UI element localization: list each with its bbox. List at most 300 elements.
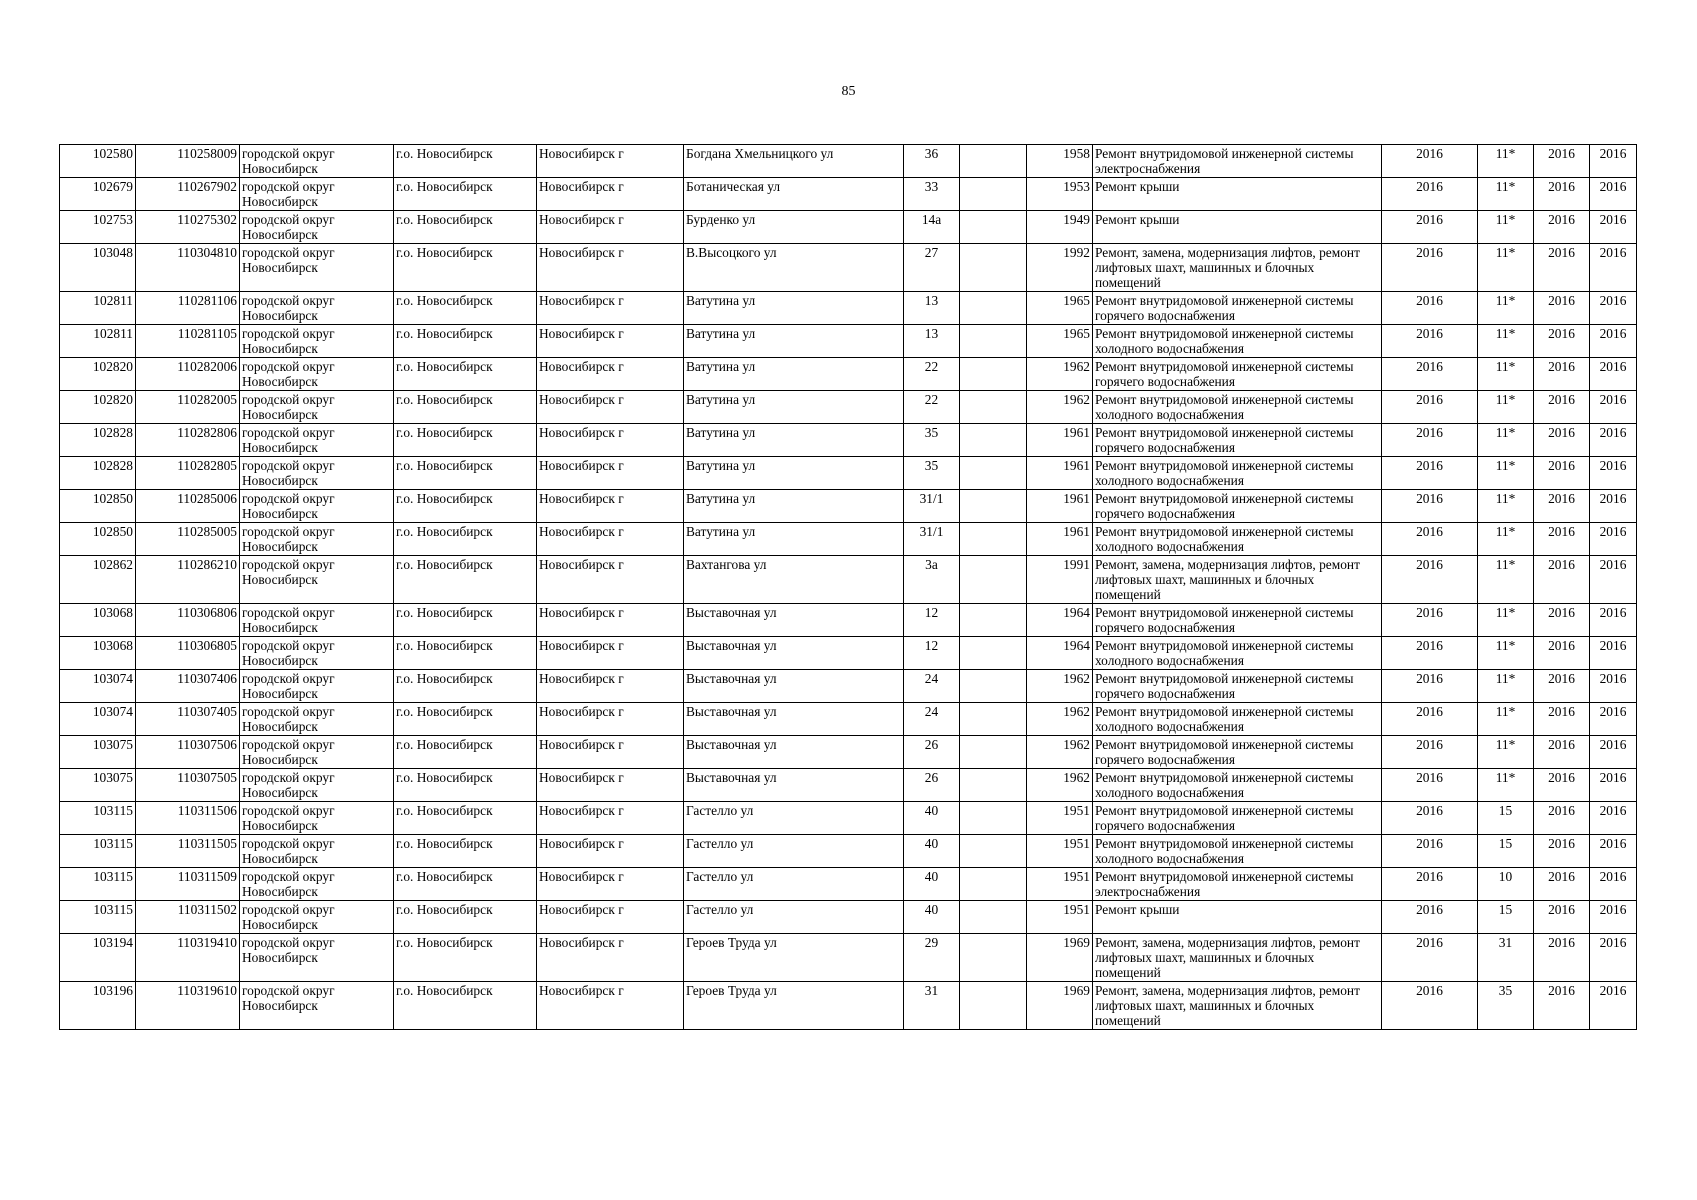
cell-start-year: 2016 — [1534, 982, 1590, 1030]
cell-end-year: 2016 — [1590, 391, 1637, 424]
cell-municipality: г.о. Новосибирск — [394, 391, 537, 424]
cell-cost: 11* — [1478, 769, 1534, 802]
cell-end-year: 2016 — [1590, 901, 1637, 934]
cell-municipal-district: городской округ Новосибирск — [240, 802, 394, 835]
cell-record-id: 110258009 — [136, 145, 240, 178]
cell-end-year: 2016 — [1590, 637, 1637, 670]
cell-build-year: 1958 — [1027, 145, 1093, 178]
table-row — [60, 457, 1637, 490]
cell-house-number: 36 — [904, 145, 960, 178]
cell-municipal-district: городской округ Новосибирск — [240, 736, 394, 769]
cell-building — [960, 703, 1027, 736]
cell-locality: Новосибирск г — [537, 670, 684, 703]
cell-building — [960, 244, 1027, 292]
cell-municipality: г.о. Новосибирск — [394, 325, 537, 358]
cell-end-year: 2016 — [1590, 868, 1637, 901]
cell-build-year: 1962 — [1027, 391, 1093, 424]
cell-cost: 11* — [1478, 211, 1534, 244]
cell-start-year: 2016 — [1534, 490, 1590, 523]
cell-start-year: 2016 — [1534, 145, 1590, 178]
cell-end-year: 2016 — [1590, 244, 1637, 292]
cell-house-number: 40 — [904, 802, 960, 835]
cell-locality: Новосибирск г — [537, 868, 684, 901]
cell-municipality: г.о. Новосибирск — [394, 292, 537, 325]
cell-build-year: 1969 — [1027, 982, 1093, 1030]
cell-object-id: 102850 — [60, 490, 136, 523]
cell-municipality: г.о. Новосибирск — [394, 424, 537, 457]
cell-street: Гастелло ул — [684, 901, 904, 934]
cell-end-year: 2016 — [1590, 556, 1637, 604]
cell-work-type: Ремонт внутридомовой инженерной системы холодного водоснабжения — [1093, 769, 1382, 802]
cell-record-id: 110311509 — [136, 868, 240, 901]
cell-end-year: 2016 — [1590, 769, 1637, 802]
cell-record-id: 110307506 — [136, 736, 240, 769]
cell-record-id: 110267902 — [136, 178, 240, 211]
cell-locality: Новосибирск г — [537, 523, 684, 556]
cell-plan-year: 2016 — [1382, 637, 1478, 670]
cell-record-id: 110282005 — [136, 391, 240, 424]
cell-record-id: 110286210 — [136, 556, 240, 604]
cell-municipal-district: городской округ Новосибирск — [240, 490, 394, 523]
cell-end-year: 2016 — [1590, 523, 1637, 556]
cell-building — [960, 835, 1027, 868]
cell-work-type: Ремонт, замена, модернизация лифтов, ремонт лифтовых шахт, машинных и блочных помещений — [1093, 982, 1382, 1030]
cell-work-type: Ремонт внутридомовой инженерной системы электроснабжения — [1093, 868, 1382, 901]
cell-locality: Новосибирск г — [537, 637, 684, 670]
cell-house-number: 40 — [904, 868, 960, 901]
cell-plan-year: 2016 — [1382, 835, 1478, 868]
cell-build-year: 1951 — [1027, 835, 1093, 868]
cell-house-number: 24 — [904, 670, 960, 703]
cell-street: Героев Труда ул — [684, 934, 904, 982]
registry-table — [59, 144, 1637, 1030]
cell-building — [960, 178, 1027, 211]
cell-start-year: 2016 — [1534, 835, 1590, 868]
table-row — [60, 358, 1637, 391]
cell-plan-year: 2016 — [1382, 934, 1478, 982]
cell-municipality: г.о. Новосибирск — [394, 868, 537, 901]
cell-municipality: г.о. Новосибирск — [394, 457, 537, 490]
table-row — [60, 802, 1637, 835]
cell-work-type: Ремонт внутридомовой инженерной системы горячего водоснабжения — [1093, 802, 1382, 835]
cell-street: Гастелло ул — [684, 835, 904, 868]
cell-locality: Новосибирск г — [537, 358, 684, 391]
cell-locality: Новосибирск г — [537, 982, 684, 1030]
cell-locality: Новосибирск г — [537, 292, 684, 325]
cell-house-number: 12 — [904, 637, 960, 670]
cell-municipal-district: городской округ Новосибирск — [240, 637, 394, 670]
cell-cost: 10 — [1478, 868, 1534, 901]
cell-municipality: г.о. Новосибирск — [394, 145, 537, 178]
cell-municipality: г.о. Новосибирск — [394, 934, 537, 982]
cell-municipality: г.о. Новосибирск — [394, 982, 537, 1030]
cell-house-number: 13 — [904, 325, 960, 358]
cell-locality: Новосибирск г — [537, 145, 684, 178]
cell-cost: 11* — [1478, 556, 1534, 604]
cell-municipal-district: городской округ Новосибирск — [240, 670, 394, 703]
cell-build-year: 1951 — [1027, 868, 1093, 901]
cell-object-id: 103048 — [60, 244, 136, 292]
cell-record-id: 110311505 — [136, 835, 240, 868]
cell-start-year: 2016 — [1534, 244, 1590, 292]
cell-end-year: 2016 — [1590, 703, 1637, 736]
cell-work-type: Ремонт внутридомовой инженерной системы горячего водоснабжения — [1093, 490, 1382, 523]
cell-plan-year: 2016 — [1382, 391, 1478, 424]
cell-cost: 11* — [1478, 178, 1534, 211]
cell-start-year: 2016 — [1534, 604, 1590, 637]
cell-municipal-district: городской округ Новосибирск — [240, 835, 394, 868]
cell-object-id: 102679 — [60, 178, 136, 211]
cell-record-id: 110282806 — [136, 424, 240, 457]
cell-build-year: 1953 — [1027, 178, 1093, 211]
cell-work-type: Ремонт, замена, модернизация лифтов, ремонт лифтовых шахт, машинных и блочных помещений — [1093, 934, 1382, 982]
cell-object-id: 102862 — [60, 556, 136, 604]
cell-building — [960, 934, 1027, 982]
cell-cost: 15 — [1478, 835, 1534, 868]
cell-record-id: 110319610 — [136, 982, 240, 1030]
cell-cost: 11* — [1478, 604, 1534, 637]
table-row — [60, 178, 1637, 211]
cell-house-number: 31/1 — [904, 523, 960, 556]
cell-building — [960, 802, 1027, 835]
page-number: 85 — [841, 84, 856, 99]
cell-municipality: г.о. Новосибирск — [394, 556, 537, 604]
cell-start-year: 2016 — [1534, 901, 1590, 934]
cell-locality: Новосибирск г — [537, 244, 684, 292]
cell-work-type: Ремонт внутридомовой инженерной системы горячего водоснабжения — [1093, 358, 1382, 391]
cell-house-number: 26 — [904, 769, 960, 802]
table-row — [60, 703, 1637, 736]
cell-house-number: 35 — [904, 457, 960, 490]
cell-object-id: 103075 — [60, 769, 136, 802]
cell-record-id: 110307505 — [136, 769, 240, 802]
cell-street: Ватутина ул — [684, 457, 904, 490]
cell-house-number: 29 — [904, 934, 960, 982]
table-row — [60, 982, 1637, 1030]
cell-building — [960, 145, 1027, 178]
cell-municipal-district: городской округ Новосибирск — [240, 424, 394, 457]
cell-plan-year: 2016 — [1382, 178, 1478, 211]
cell-municipal-district: городской округ Новосибирск — [240, 556, 394, 604]
cell-building — [960, 391, 1027, 424]
cell-plan-year: 2016 — [1382, 802, 1478, 835]
cell-object-id: 102828 — [60, 457, 136, 490]
cell-house-number: 35 — [904, 424, 960, 457]
cell-object-id: 103074 — [60, 670, 136, 703]
table-row — [60, 292, 1637, 325]
cell-street: Ватутина ул — [684, 490, 904, 523]
cell-object-id: 103068 — [60, 637, 136, 670]
cell-object-id: 102811 — [60, 325, 136, 358]
cell-work-type: Ремонт, замена, модернизация лифтов, ремонт лифтовых шахт, машинных и блочных помещений — [1093, 556, 1382, 604]
cell-building — [960, 982, 1027, 1030]
table-row — [60, 637, 1637, 670]
cell-work-type: Ремонт внутридомовой инженерной системы горячего водоснабжения — [1093, 670, 1382, 703]
cell-street: Ботаническая ул — [684, 178, 904, 211]
cell-work-type: Ремонт внутридомовой инженерной системы холодного водоснабжения — [1093, 391, 1382, 424]
cell-plan-year: 2016 — [1382, 769, 1478, 802]
cell-end-year: 2016 — [1590, 292, 1637, 325]
cell-start-year: 2016 — [1534, 325, 1590, 358]
cell-locality: Новосибирск г — [537, 802, 684, 835]
cell-municipal-district: городской округ Новосибирск — [240, 703, 394, 736]
cell-street: Вахтангова ул — [684, 556, 904, 604]
cell-house-number: 31 — [904, 982, 960, 1030]
cell-plan-year: 2016 — [1382, 211, 1478, 244]
cell-cost: 11* — [1478, 490, 1534, 523]
cell-building — [960, 868, 1027, 901]
cell-locality: Новосибирск г — [537, 556, 684, 604]
cell-record-id: 110307405 — [136, 703, 240, 736]
cell-record-id: 110319410 — [136, 934, 240, 982]
cell-municipality: г.о. Новосибирск — [394, 178, 537, 211]
table-row — [60, 490, 1637, 523]
cell-building — [960, 523, 1027, 556]
cell-plan-year: 2016 — [1382, 670, 1478, 703]
cell-object-id: 102811 — [60, 292, 136, 325]
cell-object-id: 102580 — [60, 145, 136, 178]
cell-building — [960, 358, 1027, 391]
cell-municipal-district: городской округ Новосибирск — [240, 868, 394, 901]
cell-municipal-district: городской округ Новосибирск — [240, 292, 394, 325]
cell-street: Выставочная ул — [684, 637, 904, 670]
cell-end-year: 2016 — [1590, 604, 1637, 637]
cell-cost: 11* — [1478, 523, 1534, 556]
cell-building — [960, 211, 1027, 244]
cell-object-id: 102753 — [60, 211, 136, 244]
cell-work-type: Ремонт внутридомовой инженерной системы горячего водоснабжения — [1093, 736, 1382, 769]
cell-plan-year: 2016 — [1382, 604, 1478, 637]
cell-street: Богдана Хмельницкого ул — [684, 145, 904, 178]
cell-locality: Новосибирск г — [537, 424, 684, 457]
cell-plan-year: 2016 — [1382, 145, 1478, 178]
cell-municipal-district: городской округ Новосибирск — [240, 769, 394, 802]
cell-build-year: 1965 — [1027, 325, 1093, 358]
cell-plan-year: 2016 — [1382, 292, 1478, 325]
cell-locality: Новосибирск г — [537, 211, 684, 244]
cell-plan-year: 2016 — [1382, 244, 1478, 292]
cell-locality: Новосибирск г — [537, 703, 684, 736]
cell-house-number: 26 — [904, 736, 960, 769]
cell-house-number: 13 — [904, 292, 960, 325]
cell-municipality: г.о. Новосибирск — [394, 835, 537, 868]
cell-work-type: Ремонт внутридомовой инженерной системы холодного водоснабжения — [1093, 457, 1382, 490]
cell-municipal-district: городской округ Новосибирск — [240, 391, 394, 424]
table-row — [60, 835, 1637, 868]
cell-street: Бурденко ул — [684, 211, 904, 244]
cell-locality: Новосибирск г — [537, 835, 684, 868]
cell-municipality: г.о. Новосибирск — [394, 769, 537, 802]
cell-build-year: 1964 — [1027, 604, 1093, 637]
cell-record-id: 110306805 — [136, 637, 240, 670]
cell-building — [960, 769, 1027, 802]
cell-start-year: 2016 — [1534, 556, 1590, 604]
cell-end-year: 2016 — [1590, 934, 1637, 982]
cell-record-id: 110311506 — [136, 802, 240, 835]
cell-street: Ватутина ул — [684, 292, 904, 325]
cell-work-type: Ремонт, замена, модернизация лифтов, ремонт лифтовых шахт, машинных и блочных помещений — [1093, 244, 1382, 292]
cell-build-year: 1961 — [1027, 490, 1093, 523]
table-row — [60, 736, 1637, 769]
cell-object-id: 103194 — [60, 934, 136, 982]
cell-cost: 35 — [1478, 982, 1534, 1030]
cell-cost: 11* — [1478, 736, 1534, 769]
cell-house-number: 24 — [904, 703, 960, 736]
cell-object-id: 103115 — [60, 868, 136, 901]
cell-cost: 11* — [1478, 637, 1534, 670]
cell-plan-year: 2016 — [1382, 982, 1478, 1030]
table-body — [60, 145, 1637, 1030]
cell-build-year: 1951 — [1027, 901, 1093, 934]
cell-build-year: 1962 — [1027, 703, 1093, 736]
cell-street: Ватутина ул — [684, 325, 904, 358]
cell-work-type: Ремонт внутридомовой инженерной системы холодного водоснабжения — [1093, 325, 1382, 358]
cell-cost: 11* — [1478, 424, 1534, 457]
cell-record-id: 110306806 — [136, 604, 240, 637]
table-row — [60, 145, 1637, 178]
cell-build-year: 1969 — [1027, 934, 1093, 982]
cell-build-year: 1964 — [1027, 637, 1093, 670]
cell-object-id: 103115 — [60, 901, 136, 934]
cell-municipality: г.о. Новосибирск — [394, 703, 537, 736]
cell-object-id: 103115 — [60, 835, 136, 868]
cell-municipality: г.о. Новосибирск — [394, 211, 537, 244]
cell-municipal-district: городской округ Новосибирск — [240, 604, 394, 637]
cell-locality: Новосибирск г — [537, 490, 684, 523]
cell-start-year: 2016 — [1534, 736, 1590, 769]
cell-house-number: 22 — [904, 358, 960, 391]
table-row — [60, 868, 1637, 901]
cell-start-year: 2016 — [1534, 292, 1590, 325]
table-row — [60, 670, 1637, 703]
table-row — [60, 391, 1637, 424]
cell-street: Ватутина ул — [684, 424, 904, 457]
cell-municipality: г.о. Новосибирск — [394, 802, 537, 835]
cell-work-type: Ремонт внутридомовой инженерной системы горячего водоснабжения — [1093, 604, 1382, 637]
cell-record-id: 110311502 — [136, 901, 240, 934]
cell-house-number: 3а — [904, 556, 960, 604]
cell-municipality: г.о. Новосибирск — [394, 901, 537, 934]
cell-building — [960, 292, 1027, 325]
cell-street: В.Высоцкого ул — [684, 244, 904, 292]
cell-end-year: 2016 — [1590, 424, 1637, 457]
cell-municipal-district: городской округ Новосибирск — [240, 934, 394, 982]
cell-object-id: 102828 — [60, 424, 136, 457]
cell-cost: 11* — [1478, 292, 1534, 325]
cell-end-year: 2016 — [1590, 358, 1637, 391]
cell-municipality: г.о. Новосибирск — [394, 637, 537, 670]
cell-street: Выставочная ул — [684, 670, 904, 703]
cell-end-year: 2016 — [1590, 670, 1637, 703]
cell-plan-year: 2016 — [1382, 325, 1478, 358]
cell-municipality: г.о. Новосибирск — [394, 670, 537, 703]
cell-street: Гастелло ул — [684, 802, 904, 835]
cell-plan-year: 2016 — [1382, 424, 1478, 457]
cell-build-year: 1962 — [1027, 358, 1093, 391]
cell-build-year: 1961 — [1027, 523, 1093, 556]
cell-build-year: 1962 — [1027, 736, 1093, 769]
cell-end-year: 2016 — [1590, 490, 1637, 523]
cell-municipal-district: городской округ Новосибирск — [240, 178, 394, 211]
cell-object-id: 103074 — [60, 703, 136, 736]
cell-build-year: 1961 — [1027, 457, 1093, 490]
cell-end-year: 2016 — [1590, 178, 1637, 211]
cell-work-type: Ремонт внутридомовой инженерной системы электроснабжения — [1093, 145, 1382, 178]
cell-work-type: Ремонт внутридомовой инженерной системы холодного водоснабжения — [1093, 835, 1382, 868]
cell-street: Ватутина ул — [684, 523, 904, 556]
cell-locality: Новосибирск г — [537, 934, 684, 982]
cell-object-id: 103075 — [60, 736, 136, 769]
cell-municipality: г.о. Новосибирск — [394, 523, 537, 556]
cell-build-year: 1951 — [1027, 802, 1093, 835]
cell-street: Ватутина ул — [684, 358, 904, 391]
cell-start-year: 2016 — [1534, 457, 1590, 490]
cell-house-number: 12 — [904, 604, 960, 637]
cell-plan-year: 2016 — [1382, 736, 1478, 769]
cell-municipality: г.о. Новосибирск — [394, 604, 537, 637]
cell-locality: Новосибирск г — [537, 325, 684, 358]
cell-build-year: 1991 — [1027, 556, 1093, 604]
cell-building — [960, 736, 1027, 769]
cell-plan-year: 2016 — [1382, 901, 1478, 934]
cell-build-year: 1962 — [1027, 769, 1093, 802]
cell-end-year: 2016 — [1590, 211, 1637, 244]
cell-start-year: 2016 — [1534, 934, 1590, 982]
cell-locality: Новосибирск г — [537, 178, 684, 211]
cell-municipality: г.о. Новосибирск — [394, 244, 537, 292]
cell-plan-year: 2016 — [1382, 523, 1478, 556]
cell-locality: Новосибирск г — [537, 901, 684, 934]
cell-cost: 11* — [1478, 145, 1534, 178]
cell-plan-year: 2016 — [1382, 457, 1478, 490]
cell-object-id: 103115 — [60, 802, 136, 835]
cell-building — [960, 604, 1027, 637]
cell-house-number: 14а — [904, 211, 960, 244]
cell-locality: Новосибирск г — [537, 769, 684, 802]
cell-end-year: 2016 — [1590, 802, 1637, 835]
cell-locality: Новосибирск г — [537, 736, 684, 769]
cell-start-year: 2016 — [1534, 523, 1590, 556]
cell-start-year: 2016 — [1534, 769, 1590, 802]
cell-street: Гастелло ул — [684, 868, 904, 901]
cell-municipality: г.о. Новосибирск — [394, 490, 537, 523]
cell-municipal-district: городской округ Новосибирск — [240, 244, 394, 292]
table-row — [60, 556, 1637, 604]
table-row — [60, 244, 1637, 292]
cell-start-year: 2016 — [1534, 868, 1590, 901]
cell-building — [960, 457, 1027, 490]
cell-work-type: Ремонт внутридомовой инженерной системы холодного водоснабжения — [1093, 523, 1382, 556]
cell-plan-year: 2016 — [1382, 703, 1478, 736]
table-row — [60, 901, 1637, 934]
cell-street: Выставочная ул — [684, 604, 904, 637]
cell-start-year: 2016 — [1534, 703, 1590, 736]
cell-cost: 15 — [1478, 901, 1534, 934]
cell-cost: 11* — [1478, 391, 1534, 424]
cell-house-number: 27 — [904, 244, 960, 292]
cell-work-type: Ремонт крыши — [1093, 178, 1382, 211]
cell-building — [960, 424, 1027, 457]
table-row — [60, 769, 1637, 802]
cell-plan-year: 2016 — [1382, 490, 1478, 523]
cell-record-id: 110281106 — [136, 292, 240, 325]
cell-street: Ватутина ул — [684, 391, 904, 424]
cell-plan-year: 2016 — [1382, 358, 1478, 391]
cell-build-year: 1961 — [1027, 424, 1093, 457]
cell-municipal-district: городской округ Новосибирск — [240, 145, 394, 178]
cell-record-id: 110275302 — [136, 211, 240, 244]
cell-municipal-district: городской округ Новосибирск — [240, 457, 394, 490]
